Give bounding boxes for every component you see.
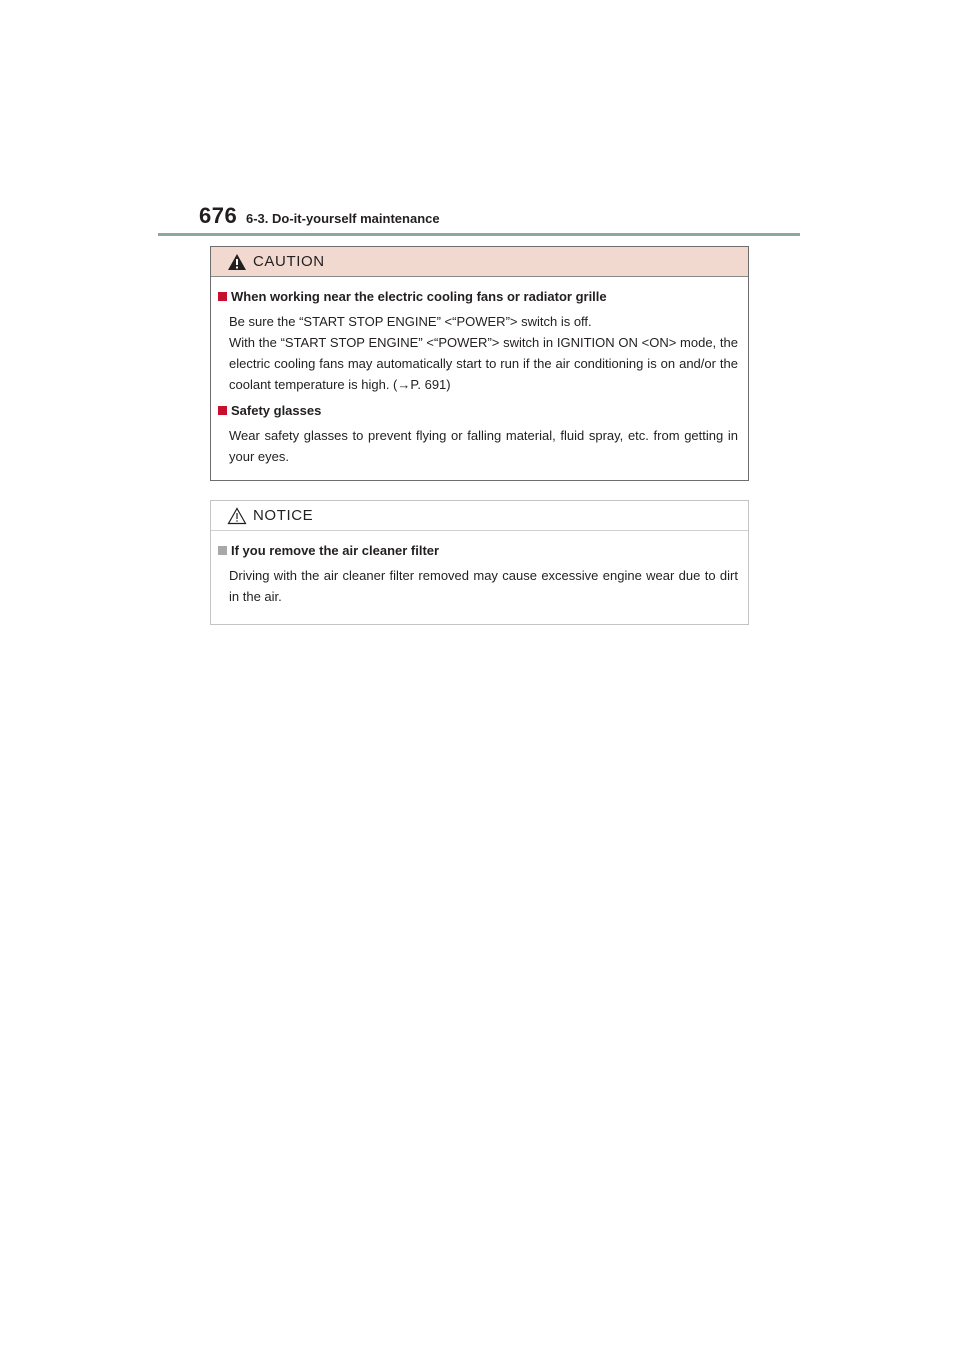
warning-triangle-outline-icon	[227, 507, 247, 525]
caution-title: CAUTION	[253, 253, 325, 270]
notice-title: NOTICE	[253, 507, 314, 524]
caution-body	[211, 277, 748, 467]
notice-box	[210, 500, 749, 625]
caution-item-2-heading: Safety glasses	[231, 403, 322, 418]
caution-item-heading	[218, 289, 738, 304]
notice-item-heading	[218, 543, 738, 558]
header-divider	[158, 233, 800, 236]
caution-item-1-line-2: With the “START STOP ENGINE” <“POWER”> switch in IGNITION ON <ON> mode, the electric cooling fans may automatically start to run if the air conditioning is on and/or the coolant temperature is high. (→P. 691)	[229, 335, 738, 392]
notice-header	[211, 501, 748, 531]
square-bullet-icon	[218, 406, 227, 415]
notice-body	[211, 531, 748, 607]
square-bullet-icon	[218, 292, 227, 301]
caution-header	[211, 247, 748, 277]
page-number: 676	[199, 203, 238, 228]
caution-item-2-text: Wear safety glasses to prevent flying or falling material, fluid spray, etc. from getting in your eyes.	[229, 428, 738, 464]
caution-box	[210, 246, 749, 481]
section-title: 6-3. Do-it-yourself maintenance	[246, 211, 440, 226]
caution-item-1-text	[229, 311, 738, 395]
caution-item-heading	[218, 403, 738, 418]
square-bullet-icon	[218, 546, 227, 555]
caution-item-1-line-1: Be sure the “START STOP ENGINE” <“POWER”> switch is off.	[229, 314, 592, 329]
warning-triangle-icon	[227, 253, 247, 271]
caution-item-1-heading: When working near the electric cooling fans or radiator grille	[231, 289, 607, 304]
notice-item-1-heading: If you remove the air cleaner filter	[231, 543, 440, 558]
notice-item-1-text: Driving with the air cleaner filter removed may cause excessive engine wear due to dirt in the air.	[229, 568, 738, 604]
